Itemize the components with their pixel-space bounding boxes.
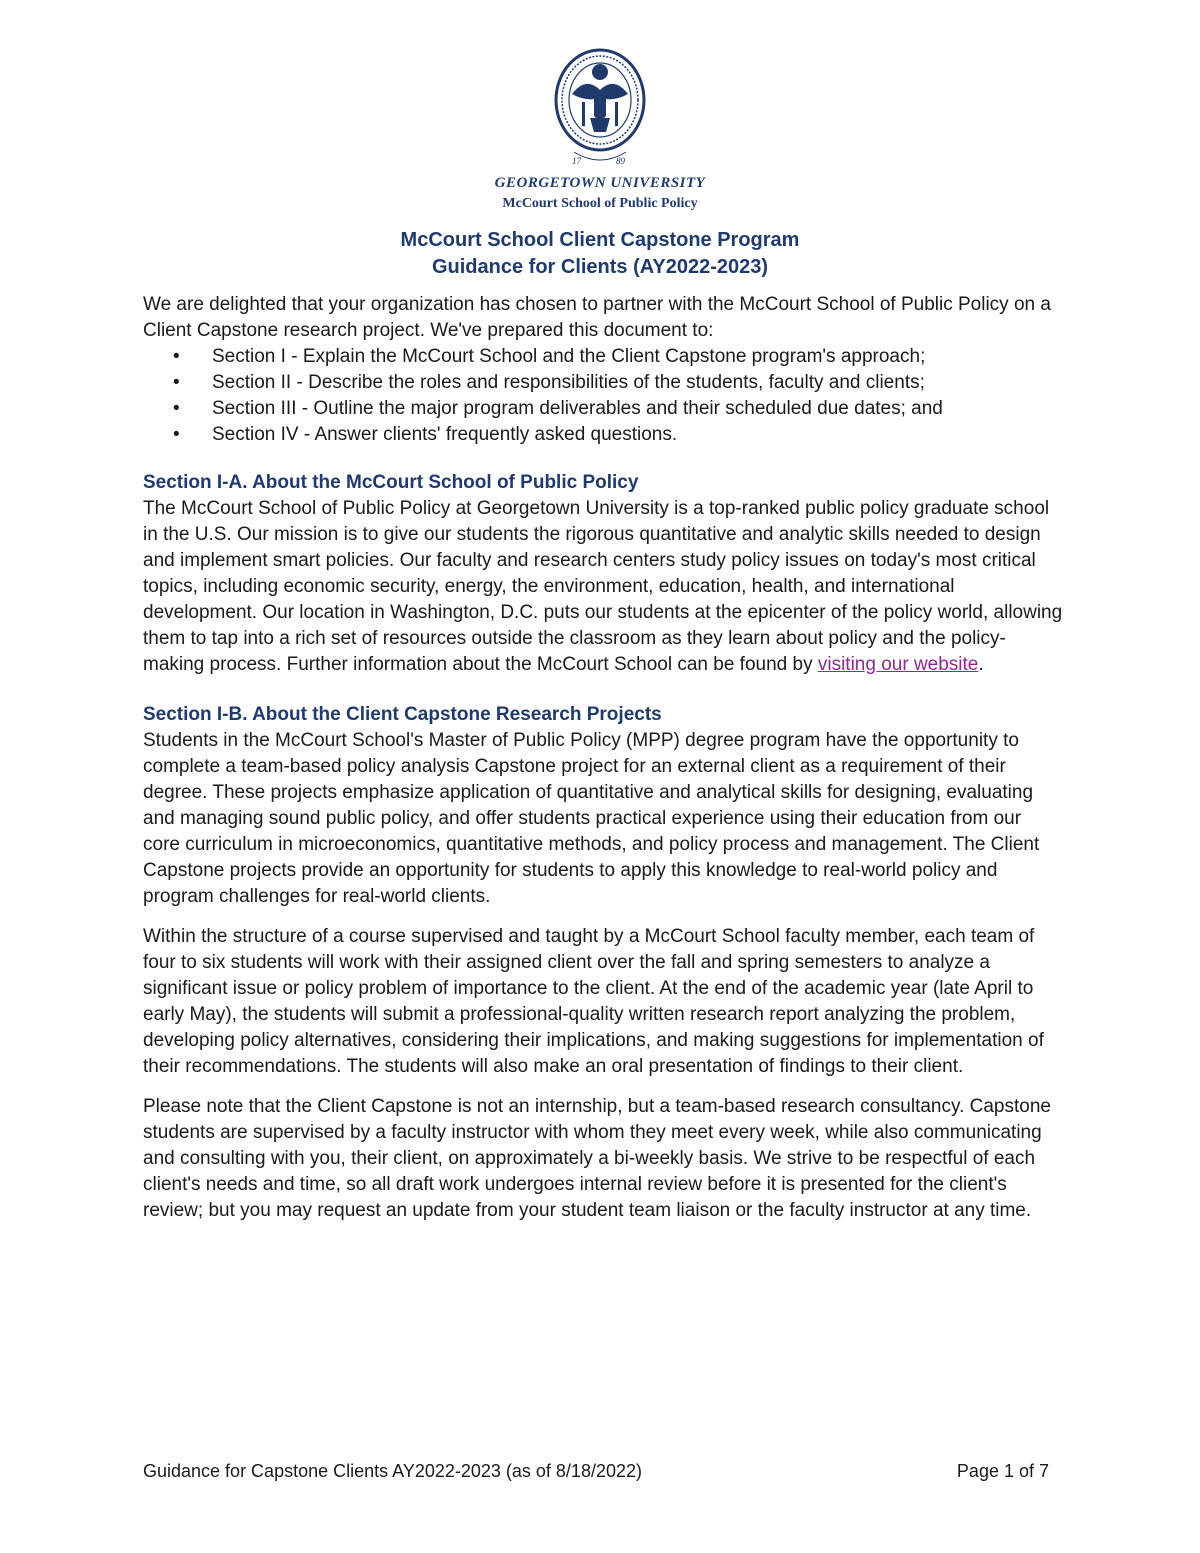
- section-ia-heading: Section I-A. About the McCourt School of Public Policy: [143, 472, 639, 493]
- list-item: • Section I - Explain the McCourt School and the Client Capstone program's approach;: [143, 344, 1063, 370]
- school-name: McCourt School of Public Policy: [502, 196, 698, 211]
- footer-document-info: Guidance for Capstone Clients AY2022-2023 (as of 8/18/2022): [143, 1461, 642, 1481]
- section-ib-paragraph-2: Within the structure of a course supervised and taught by a McCourt School faculty member, each team of four to six students will work with their assigned client over the fall and spring semesters to analyze a significant issue or policy problem of importance to the client. At the end of the academic year (late April to early May), the students will submit a professional-quality written research report analyzing the problem, developing policy alternatives, considering their implications, and making suggestions for implementation of their recommendations. The students will also make an oral presentation of findings to their client.: [143, 926, 1044, 1077]
- website-link[interactable]: visiting our website: [817, 654, 979, 675]
- document-body: [143, 292, 1063, 1238]
- list-item: • Section IV - Answer clients' frequently asked questions.: [143, 422, 1063, 448]
- section-ia-body: The McCourt School of Public Policy at Georgetown University is a top-ranked public policy graduate school in the U.S. Our mission is to give our students the rigorous quantitative and analytic skills needed to design and implement smart policies. Our faculty and research centers study policy issues on today's most critical topics, including economic security, energy, the environment, education, health, and international development. Our location in Washington, D.C. puts our students at the epicenter of the policy world, allowing them to tap into a rich set of resources outside the classroom as they learn about policy and the policy-making process. Further information about the McCourt School can be found by: [143, 498, 1063, 675]
- seal-year-right: 89: [616, 156, 625, 166]
- university-seal-logo: [552, 46, 648, 172]
- section-ib-paragraph-3: Please note that the Client Capstone is not an internship, but a team-based research consultancy. Capstone students are supervised by a faculty instructor with whom they meet every week, while also communicating and consulting with you, their client, on approximately a bi-weekly basis. We strive to be respectful of each client's needs and time, so all draft work undergoes internal review before it is presented for the client's review; but you may request an update from your student team liaison or the faculty instructor at any time.: [143, 1096, 1051, 1221]
- document-title: McCourt School Client Capstone Program: [400, 229, 800, 251]
- seal-year-left: 17: [572, 156, 581, 166]
- document-subtitle: Guidance for Clients (AY2022-2023): [431, 256, 769, 278]
- section-ia-end: .: [978, 654, 984, 675]
- page-footer: [143, 1461, 1049, 1482]
- sections-list: [143, 344, 1063, 448]
- list-item: • Section III - Outline the major program deliverables and their scheduled due dates; and: [143, 396, 1063, 422]
- intro-paragraph: We are delighted that your organization has chosen to partner with the McCourt School of Public Policy on a Client Capstone research project. We've prepared this document to:: [143, 294, 1051, 341]
- section-ia-paragraph: [143, 496, 1063, 678]
- university-name: GEORGETOWN UNIVERSITY: [494, 175, 706, 191]
- footer-page-number: Page 1 of 7: [956, 1461, 1049, 1481]
- list-item: • Section II - Describe the roles and responsibilities of the students, faculty and clients;: [143, 370, 1063, 396]
- section-ib-heading: Section I-B. About the Client Capstone Research Projects: [143, 704, 662, 725]
- section-ib-paragraph-1: Students in the McCourt School's Master of Public Policy (MPP) degree program have the opportunity to complete a team-based policy analysis Capstone project for an external client as a requirement of their degree. These projects emphasize application of quantitative and analytical skills for designing, evaluating and managing sound public policy, and offer students practical experience using their education from our core curriculum in microeconomics, quantitative methods, and policy process and management. The Client Capstone projects provide an opportunity for students to apply this knowledge to real-world policy and program challenges for real-world clients.: [143, 730, 1040, 907]
